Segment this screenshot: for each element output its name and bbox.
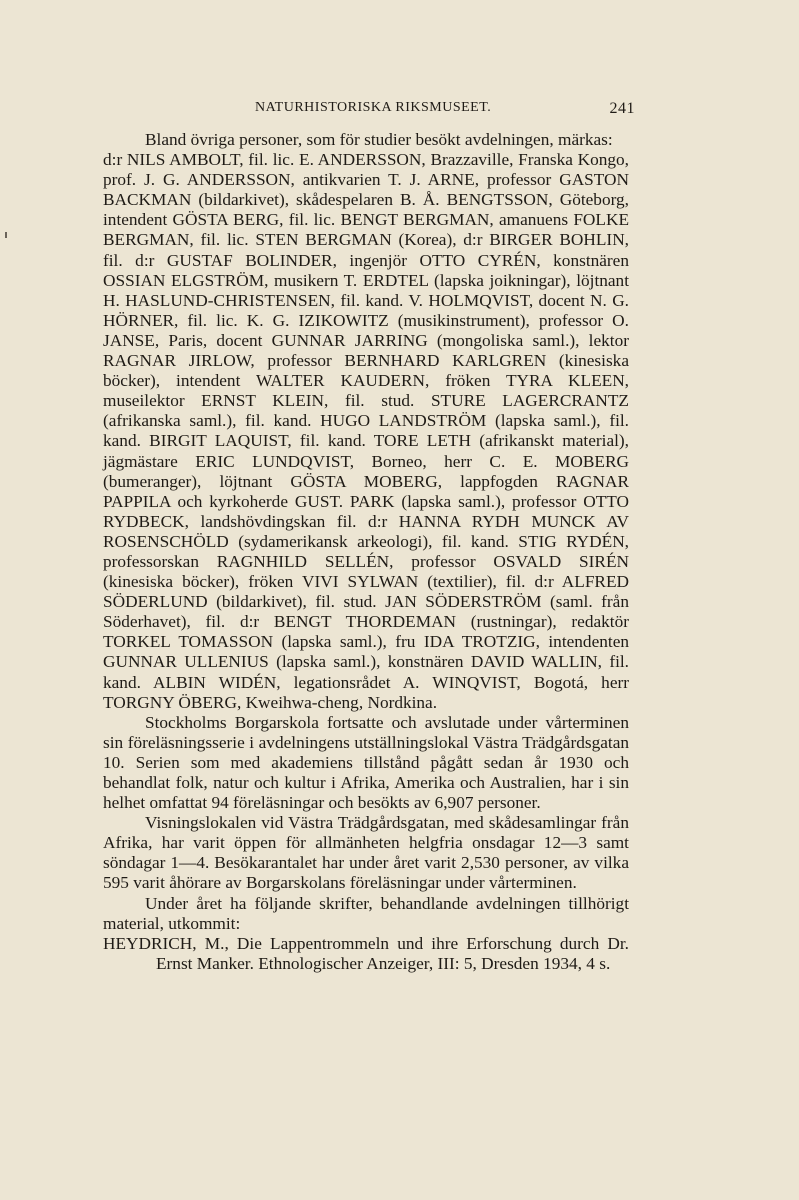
page-number: 241 [609, 100, 635, 117]
running-title: NATURHISTORISKA RIKSMUSEET. [255, 100, 492, 115]
paragraph-exhibition-hall: Visningslokalen vid Västra Trädgårdsgatan, med skådesamlingar från Afrika, har varit öppen för allmänheten helgfria onsdagar 12—3 samt söndagar 1—4. Besökarantalet har under året varit 2,530 personer, av vilka 595 varit åhörare av Borgarskolans föreläsningar under vårterminen. [103, 813, 629, 893]
paragraph-publications-intro: Under året ha följande skrifter, behandlande avdelningen tillhörigt material, utkommit: [103, 893, 629, 933]
paragraph-intro: Bland övriga personer, som för studier besökt avdelningen, märkas: [145, 130, 613, 149]
running-header [255, 100, 635, 122]
margin-mark [5, 232, 7, 238]
paragraph-visitor-list: d:r NILS AMBOLT, fil. lic. E. ANDERSSON, Brazzaville, Franska Kongo, prof. J. G. ANDERSSON, antikvarien T. J. ARNE, professor GASTON BACKMAN (bildarkivet), skådespelaren B. Å. BENGTSSON, Göteborg, intendent GÖSTA BERG, fil. lic. BENGT BERGMAN, amanuens FOLKE BERGMAN, fil. lic. STEN BERGMAN (Korea), d:r BIRGER BOHLIN, fil. d:r GUSTAF BOLINDER, ingenjör OTTO CYRÉN, konstnären OSSIAN ELGSTRÖM, musikern T. ERDTEL (lapska joikningar), löjtnant H. HASLUND-CHRISTENSEN, fil. kand. V. HOLMQVIST, docent N. G. HÖRNER, fil. lic. K. G. IZIKOWITZ (musikinstrument), professor O. JANSE, Paris, docent GUNNAR JARRING (mongoliska saml.), lektor RAGNAR JIRLOW, professor BERNHARD KARLGREN (kinesiska böcker), intendent WALTER KAUDERN, fröken TYRA KLEEN, museilektor ERNST KLEIN, fil. stud. STURE LAGERCRANTZ (afrikanska saml.), fil. kand. HUGO LANDSTRÖM (lapska saml.), fil. kand. BIRGIT LAQUIST, fil. kand. TORE LETH (afrikanskt material), jägmästare ERIC LUNDQVIST, Borneo, herr C. E. MOBERG (bumeranger), löjtnant GÖSTA MOBERG, lappfogden RAGNAR PAPPILA och kyrkoherde GUST. PARK (lapska saml.), professor OTTO RYDBECK, landshövdingskan fil. d:r HANNA RYDH MUNCK AV ROSENSCHÖLD (sydamerikansk arkeologi), fil. kand. STIG RYDÉN, professorskan RAGNHILD SELLÉN, professor OSVALD SIRÉN (kinesiska böcker), fröken VIVI SYLWAN (textilier), fil. d:r ALFRED SÖDERLUND (bildarkivet), fil. stud. JAN SÖDERSTRÖM (saml. från Söderhavet), fil. d:r BENGT THORDEMAN (rustningar), redaktör TORKEL TOMASSON (lapska saml.), fru IDA TROTZIG, intendenten GUNNAR ULLENIUS (lapska saml.), konstnären DAVID WALLIN, fil. kand. ALBIN WIDÉN, legationsrådet A. WINQVIST, Bogotá, herr TORGNY ÖBERG, Kweihwa-cheng, Nordkina. [103, 150, 629, 712]
body-text [103, 130, 629, 974]
paragraph-lecture-series: Stockholms Borgarskola fortsatte och avslutade under vårterminen sin föreläsningsserie i avdelningens utställningslokal Västra Trädgårdsgatan 10. Serien som med akademiens tillstånd pågått sedan år 1930 och behandlat folk, natur och kultur i Afrika, Amerika och Australien, har i sin helhet omfattat 94 föreläsningar och besökts av 6,907 personer. [103, 712, 629, 813]
bibliography-entry: HEYDRICH, M., Die Lappentrommeln und ihre Erforschung durch Dr. Ernst Manker. Ethnologischer Anzeiger, III: 5, Dresden 1934, 4 s. [103, 933, 629, 973]
